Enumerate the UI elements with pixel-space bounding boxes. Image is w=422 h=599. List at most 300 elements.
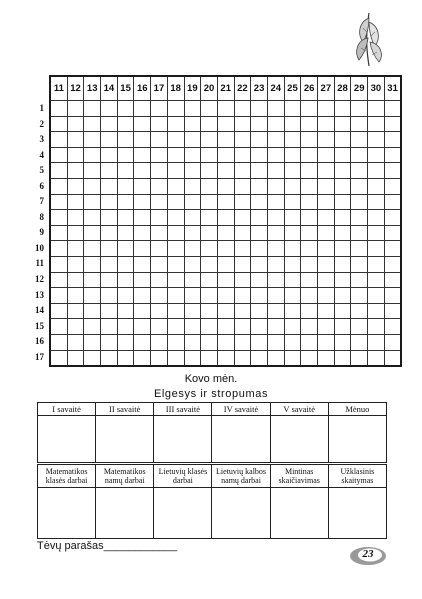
- grade-cell[interactable]: [368, 116, 385, 132]
- grade-cell[interactable]: [284, 272, 301, 288]
- subject-entry-cell[interactable]: [212, 488, 270, 539]
- grade-cell[interactable]: [301, 241, 318, 257]
- grade-cell[interactable]: [351, 147, 368, 163]
- grade-cell[interactable]: [217, 163, 234, 179]
- grade-cell[interactable]: [267, 272, 284, 288]
- grade-cell[interactable]: [384, 303, 401, 319]
- grade-cell[interactable]: [151, 194, 168, 210]
- grade-cell[interactable]: [151, 350, 168, 366]
- grade-cell[interactable]: [234, 272, 251, 288]
- grade-cell[interactable]: [50, 319, 67, 335]
- grade-cell[interactable]: [117, 256, 134, 272]
- grade-cell[interactable]: [84, 288, 101, 304]
- subject-entry-cell[interactable]: [38, 488, 96, 539]
- grade-cell[interactable]: [251, 210, 268, 226]
- grade-cell[interactable]: [50, 303, 67, 319]
- grade-cell[interactable]: [318, 350, 335, 366]
- grade-cell[interactable]: [84, 350, 101, 366]
- grade-cell[interactable]: [368, 241, 385, 257]
- grade-cell[interactable]: [50, 101, 67, 117]
- grade-cell[interactable]: [234, 163, 251, 179]
- grade-cell[interactable]: [267, 194, 284, 210]
- grade-cell[interactable]: [167, 225, 184, 241]
- grade-cell[interactable]: [351, 350, 368, 366]
- grade-cell[interactable]: [384, 116, 401, 132]
- grade-cell[interactable]: [318, 319, 335, 335]
- grade-cell[interactable]: [167, 163, 184, 179]
- grade-cell[interactable]: [318, 194, 335, 210]
- grade-cell[interactable]: [234, 288, 251, 304]
- grade-cell[interactable]: [134, 334, 151, 350]
- grade-cell[interactable]: [167, 241, 184, 257]
- grade-cell[interactable]: [334, 225, 351, 241]
- grade-cell[interactable]: [184, 288, 201, 304]
- week-entry-cell[interactable]: [328, 416, 386, 463]
- grade-cell[interactable]: [301, 132, 318, 148]
- grade-cell[interactable]: [151, 147, 168, 163]
- grade-cell[interactable]: [368, 334, 385, 350]
- grade-cell[interactable]: [184, 256, 201, 272]
- grade-cell[interactable]: [50, 350, 67, 366]
- grade-cell[interactable]: [384, 147, 401, 163]
- grade-cell[interactable]: [184, 101, 201, 117]
- grade-cell[interactable]: [84, 319, 101, 335]
- grade-cell[interactable]: [134, 178, 151, 194]
- grade-cell[interactable]: [117, 163, 134, 179]
- grade-cell[interactable]: [368, 303, 385, 319]
- grade-cell[interactable]: [251, 132, 268, 148]
- grade-cell[interactable]: [318, 101, 335, 117]
- grade-cell[interactable]: [84, 256, 101, 272]
- grade-cell[interactable]: [334, 178, 351, 194]
- grade-cell[interactable]: [201, 288, 218, 304]
- grade-cell[interactable]: [134, 319, 151, 335]
- grade-cell[interactable]: [284, 178, 301, 194]
- grade-cell[interactable]: [167, 303, 184, 319]
- grade-cell[interactable]: [234, 132, 251, 148]
- grade-cell[interactable]: [201, 194, 218, 210]
- grade-cell[interactable]: [384, 225, 401, 241]
- grade-cell[interactable]: [67, 350, 84, 366]
- grade-cell[interactable]: [50, 241, 67, 257]
- grade-cell[interactable]: [368, 147, 385, 163]
- grade-cell[interactable]: [67, 256, 84, 272]
- grade-cell[interactable]: [368, 225, 385, 241]
- grade-cell[interactable]: [134, 225, 151, 241]
- grade-cell[interactable]: [201, 256, 218, 272]
- grade-cell[interactable]: [351, 334, 368, 350]
- grade-cell[interactable]: [201, 241, 218, 257]
- grade-cell[interactable]: [134, 241, 151, 257]
- grade-cell[interactable]: [151, 241, 168, 257]
- grade-cell[interactable]: [201, 178, 218, 194]
- grade-cell[interactable]: [267, 132, 284, 148]
- grade-cell[interactable]: [334, 303, 351, 319]
- grade-cell[interactable]: [151, 163, 168, 179]
- grade-cell[interactable]: [217, 256, 234, 272]
- grade-cell[interactable]: [67, 178, 84, 194]
- grade-cell[interactable]: [184, 132, 201, 148]
- week-entry-cell[interactable]: [154, 416, 212, 463]
- grade-cell[interactable]: [217, 319, 234, 335]
- grade-cell[interactable]: [251, 350, 268, 366]
- grade-cell[interactable]: [234, 225, 251, 241]
- grade-cell[interactable]: [84, 163, 101, 179]
- grade-cell[interactable]: [50, 147, 67, 163]
- grade-cell[interactable]: [284, 225, 301, 241]
- grade-cell[interactable]: [384, 241, 401, 257]
- grade-cell[interactable]: [334, 241, 351, 257]
- grade-cell[interactable]: [384, 178, 401, 194]
- grade-cell[interactable]: [117, 241, 134, 257]
- grade-cell[interactable]: [234, 350, 251, 366]
- grade-cell[interactable]: [318, 225, 335, 241]
- grade-cell[interactable]: [117, 147, 134, 163]
- grade-cell[interactable]: [50, 194, 67, 210]
- grade-cell[interactable]: [267, 288, 284, 304]
- grade-cell[interactable]: [267, 256, 284, 272]
- grade-cell[interactable]: [117, 101, 134, 117]
- grade-cell[interactable]: [167, 350, 184, 366]
- grade-cell[interactable]: [201, 101, 218, 117]
- grade-cell[interactable]: [267, 225, 284, 241]
- grade-cell[interactable]: [251, 272, 268, 288]
- grade-cell[interactable]: [67, 116, 84, 132]
- grade-cell[interactable]: [167, 116, 184, 132]
- grade-cell[interactable]: [234, 116, 251, 132]
- grade-cell[interactable]: [151, 288, 168, 304]
- week-entry-cell[interactable]: [96, 416, 154, 463]
- grade-cell[interactable]: [67, 225, 84, 241]
- grade-cell[interactable]: [301, 272, 318, 288]
- grade-cell[interactable]: [84, 101, 101, 117]
- grade-cell[interactable]: [334, 288, 351, 304]
- grade-cell[interactable]: [251, 178, 268, 194]
- grade-cell[interactable]: [318, 163, 335, 179]
- grade-cell[interactable]: [217, 288, 234, 304]
- grade-cell[interactable]: [117, 303, 134, 319]
- grade-cell[interactable]: [384, 319, 401, 335]
- grade-cell[interactable]: [217, 241, 234, 257]
- grade-cell[interactable]: [251, 256, 268, 272]
- week-entry-cell[interactable]: [270, 416, 328, 463]
- grade-cell[interactable]: [167, 319, 184, 335]
- grade-cell[interactable]: [134, 101, 151, 117]
- grade-cell[interactable]: [50, 116, 67, 132]
- grade-cell[interactable]: [351, 241, 368, 257]
- grade-cell[interactable]: [368, 101, 385, 117]
- grade-cell[interactable]: [251, 319, 268, 335]
- grade-cell[interactable]: [67, 132, 84, 148]
- grade-cell[interactable]: [368, 288, 385, 304]
- grade-cell[interactable]: [351, 303, 368, 319]
- grade-cell[interactable]: [234, 241, 251, 257]
- grade-cell[interactable]: [351, 101, 368, 117]
- grade-cell[interactable]: [101, 350, 118, 366]
- grade-cell[interactable]: [167, 334, 184, 350]
- grade-cell[interactable]: [184, 194, 201, 210]
- grade-cell[interactable]: [368, 132, 385, 148]
- grade-cell[interactable]: [117, 116, 134, 132]
- grade-cell[interactable]: [384, 194, 401, 210]
- grade-cell[interactable]: [217, 225, 234, 241]
- grade-cell[interactable]: [301, 334, 318, 350]
- grade-cell[interactable]: [384, 163, 401, 179]
- grade-cell[interactable]: [67, 272, 84, 288]
- grade-cell[interactable]: [301, 194, 318, 210]
- grade-cell[interactable]: [301, 163, 318, 179]
- grade-cell[interactable]: [217, 334, 234, 350]
- grade-cell[interactable]: [84, 225, 101, 241]
- grade-cell[interactable]: [251, 163, 268, 179]
- grade-cell[interactable]: [234, 319, 251, 335]
- grade-cell[interactable]: [334, 350, 351, 366]
- grade-cell[interactable]: [101, 241, 118, 257]
- grade-cell[interactable]: [50, 272, 67, 288]
- grade-cell[interactable]: [50, 256, 67, 272]
- grade-cell[interactable]: [284, 256, 301, 272]
- grade-cell[interactable]: [167, 132, 184, 148]
- grade-cell[interactable]: [101, 303, 118, 319]
- grade-cell[interactable]: [201, 350, 218, 366]
- grade-cell[interactable]: [234, 194, 251, 210]
- grade-cell[interactable]: [318, 303, 335, 319]
- grade-cell[interactable]: [151, 303, 168, 319]
- grade-cell[interactable]: [201, 163, 218, 179]
- grade-cell[interactable]: [151, 101, 168, 117]
- grade-cell[interactable]: [284, 194, 301, 210]
- grade-cell[interactable]: [67, 241, 84, 257]
- grade-cell[interactable]: [351, 194, 368, 210]
- grade-cell[interactable]: [201, 116, 218, 132]
- grade-cell[interactable]: [201, 334, 218, 350]
- grade-cell[interactable]: [184, 319, 201, 335]
- subject-entry-cell[interactable]: [270, 488, 328, 539]
- grade-cell[interactable]: [117, 334, 134, 350]
- grade-cell[interactable]: [84, 272, 101, 288]
- grade-cell[interactable]: [201, 319, 218, 335]
- grade-cell[interactable]: [284, 210, 301, 226]
- grade-cell[interactable]: [84, 147, 101, 163]
- grade-cell[interactable]: [267, 101, 284, 117]
- grade-cell[interactable]: [351, 288, 368, 304]
- grade-cell[interactable]: [234, 256, 251, 272]
- grade-cell[interactable]: [384, 132, 401, 148]
- grade-cell[interactable]: [251, 225, 268, 241]
- grade-cell[interactable]: [84, 178, 101, 194]
- grade-cell[interactable]: [84, 334, 101, 350]
- grade-cell[interactable]: [318, 256, 335, 272]
- grade-cell[interactable]: [201, 225, 218, 241]
- grade-cell[interactable]: [117, 178, 134, 194]
- grade-cell[interactable]: [101, 147, 118, 163]
- grade-cell[interactable]: [101, 101, 118, 117]
- grade-cell[interactable]: [67, 147, 84, 163]
- grade-cell[interactable]: [351, 132, 368, 148]
- grade-cell[interactable]: [251, 288, 268, 304]
- grade-cell[interactable]: [368, 256, 385, 272]
- grade-cell[interactable]: [67, 319, 84, 335]
- grade-cell[interactable]: [84, 210, 101, 226]
- grade-cell[interactable]: [318, 241, 335, 257]
- grade-cell[interactable]: [84, 241, 101, 257]
- grade-cell[interactable]: [134, 272, 151, 288]
- grade-cell[interactable]: [50, 334, 67, 350]
- grade-cell[interactable]: [217, 210, 234, 226]
- grade-cell[interactable]: [251, 303, 268, 319]
- grade-cell[interactable]: [67, 101, 84, 117]
- grade-cell[interactable]: [234, 101, 251, 117]
- grade-cell[interactable]: [284, 132, 301, 148]
- grade-cell[interactable]: [201, 303, 218, 319]
- grade-cell[interactable]: [251, 101, 268, 117]
- grade-cell[interactable]: [184, 116, 201, 132]
- grade-cell[interactable]: [334, 319, 351, 335]
- grade-cell[interactable]: [334, 147, 351, 163]
- grade-cell[interactable]: [117, 350, 134, 366]
- grade-cell[interactable]: [284, 303, 301, 319]
- grade-cell[interactable]: [217, 132, 234, 148]
- grade-cell[interactable]: [318, 178, 335, 194]
- grade-cell[interactable]: [151, 132, 168, 148]
- grade-cell[interactable]: [384, 101, 401, 117]
- grade-cell[interactable]: [234, 210, 251, 226]
- grade-cell[interactable]: [334, 272, 351, 288]
- grade-cell[interactable]: [301, 350, 318, 366]
- grade-cell[interactable]: [284, 241, 301, 257]
- grade-cell[interactable]: [384, 256, 401, 272]
- grade-cell[interactable]: [134, 350, 151, 366]
- grade-cell[interactable]: [217, 116, 234, 132]
- grade-cell[interactable]: [284, 350, 301, 366]
- grade-cell[interactable]: [84, 116, 101, 132]
- grade-cell[interactable]: [217, 101, 234, 117]
- grade-cell[interactable]: [217, 147, 234, 163]
- grade-cell[interactable]: [184, 334, 201, 350]
- grade-cell[interactable]: [67, 334, 84, 350]
- grade-cell[interactable]: [201, 147, 218, 163]
- grade-cell[interactable]: [151, 178, 168, 194]
- grade-cell[interactable]: [217, 303, 234, 319]
- grade-cell[interactable]: [101, 210, 118, 226]
- grade-cell[interactable]: [334, 210, 351, 226]
- grade-cell[interactable]: [117, 194, 134, 210]
- grade-cell[interactable]: [284, 116, 301, 132]
- grade-cell[interactable]: [334, 101, 351, 117]
- grade-cell[interactable]: [267, 334, 284, 350]
- grade-cell[interactable]: [334, 116, 351, 132]
- grade-cell[interactable]: [184, 272, 201, 288]
- grade-cell[interactable]: [67, 194, 84, 210]
- grade-cell[interactable]: [384, 334, 401, 350]
- grade-cell[interactable]: [351, 163, 368, 179]
- grade-cell[interactable]: [234, 334, 251, 350]
- grade-cell[interactable]: [318, 334, 335, 350]
- grade-cell[interactable]: [318, 147, 335, 163]
- grade-cell[interactable]: [184, 303, 201, 319]
- grade-cell[interactable]: [384, 288, 401, 304]
- grade-cell[interactable]: [267, 163, 284, 179]
- grade-cell[interactable]: [318, 210, 335, 226]
- grade-cell[interactable]: [84, 303, 101, 319]
- grade-cell[interactable]: [301, 319, 318, 335]
- grade-cell[interactable]: [101, 334, 118, 350]
- grade-cell[interactable]: [184, 210, 201, 226]
- grade-cell[interactable]: [184, 225, 201, 241]
- grade-cell[interactable]: [50, 178, 67, 194]
- grade-cell[interactable]: [134, 116, 151, 132]
- grade-cell[interactable]: [101, 272, 118, 288]
- grade-cell[interactable]: [50, 210, 67, 226]
- grade-cell[interactable]: [351, 116, 368, 132]
- grade-cell[interactable]: [334, 256, 351, 272]
- grade-cell[interactable]: [351, 210, 368, 226]
- grade-cell[interactable]: [117, 288, 134, 304]
- grade-cell[interactable]: [334, 132, 351, 148]
- grade-cell[interactable]: [117, 132, 134, 148]
- grade-cell[interactable]: [284, 163, 301, 179]
- grade-cell[interactable]: [134, 194, 151, 210]
- grade-cell[interactable]: [284, 319, 301, 335]
- grade-cell[interactable]: [101, 288, 118, 304]
- grade-cell[interactable]: [284, 147, 301, 163]
- grade-cell[interactable]: [167, 147, 184, 163]
- grade-cell[interactable]: [134, 132, 151, 148]
- grade-cell[interactable]: [101, 116, 118, 132]
- week-entry-cell[interactable]: [38, 416, 96, 463]
- grade-cell[interactable]: [301, 147, 318, 163]
- grade-cell[interactable]: [201, 132, 218, 148]
- grade-cell[interactable]: [368, 194, 385, 210]
- week-entry-cell[interactable]: [212, 416, 270, 463]
- grade-cell[interactable]: [167, 288, 184, 304]
- grade-cell[interactable]: [334, 163, 351, 179]
- grade-cell[interactable]: [101, 319, 118, 335]
- grade-cell[interactable]: [301, 256, 318, 272]
- grade-cell[interactable]: [284, 334, 301, 350]
- grade-cell[interactable]: [184, 147, 201, 163]
- grade-cell[interactable]: [151, 225, 168, 241]
- grade-cell[interactable]: [251, 241, 268, 257]
- grade-cell[interactable]: [301, 225, 318, 241]
- grade-cell[interactable]: [267, 116, 284, 132]
- grade-cell[interactable]: [184, 350, 201, 366]
- grade-cell[interactable]: [134, 163, 151, 179]
- grade-cell[interactable]: [217, 272, 234, 288]
- grade-cell[interactable]: [301, 210, 318, 226]
- grade-cell[interactable]: [251, 194, 268, 210]
- grade-cell[interactable]: [101, 132, 118, 148]
- grade-cell[interactable]: [368, 178, 385, 194]
- grade-cell[interactable]: [251, 147, 268, 163]
- grade-cell[interactable]: [134, 210, 151, 226]
- grade-cell[interactable]: [167, 272, 184, 288]
- grade-cell[interactable]: [151, 334, 168, 350]
- grade-cell[interactable]: [101, 225, 118, 241]
- grade-cell[interactable]: [151, 256, 168, 272]
- grade-cell[interactable]: [301, 178, 318, 194]
- grade-cell[interactable]: [50, 132, 67, 148]
- grade-cell[interactable]: [134, 147, 151, 163]
- subject-entry-cell[interactable]: [96, 488, 154, 539]
- grade-cell[interactable]: [184, 163, 201, 179]
- grade-cell[interactable]: [184, 241, 201, 257]
- grade-cell[interactable]: [267, 303, 284, 319]
- grade-cell[interactable]: [351, 272, 368, 288]
- grade-cell[interactable]: [67, 163, 84, 179]
- grade-cell[interactable]: [117, 225, 134, 241]
- subject-entry-cell[interactable]: [154, 488, 212, 539]
